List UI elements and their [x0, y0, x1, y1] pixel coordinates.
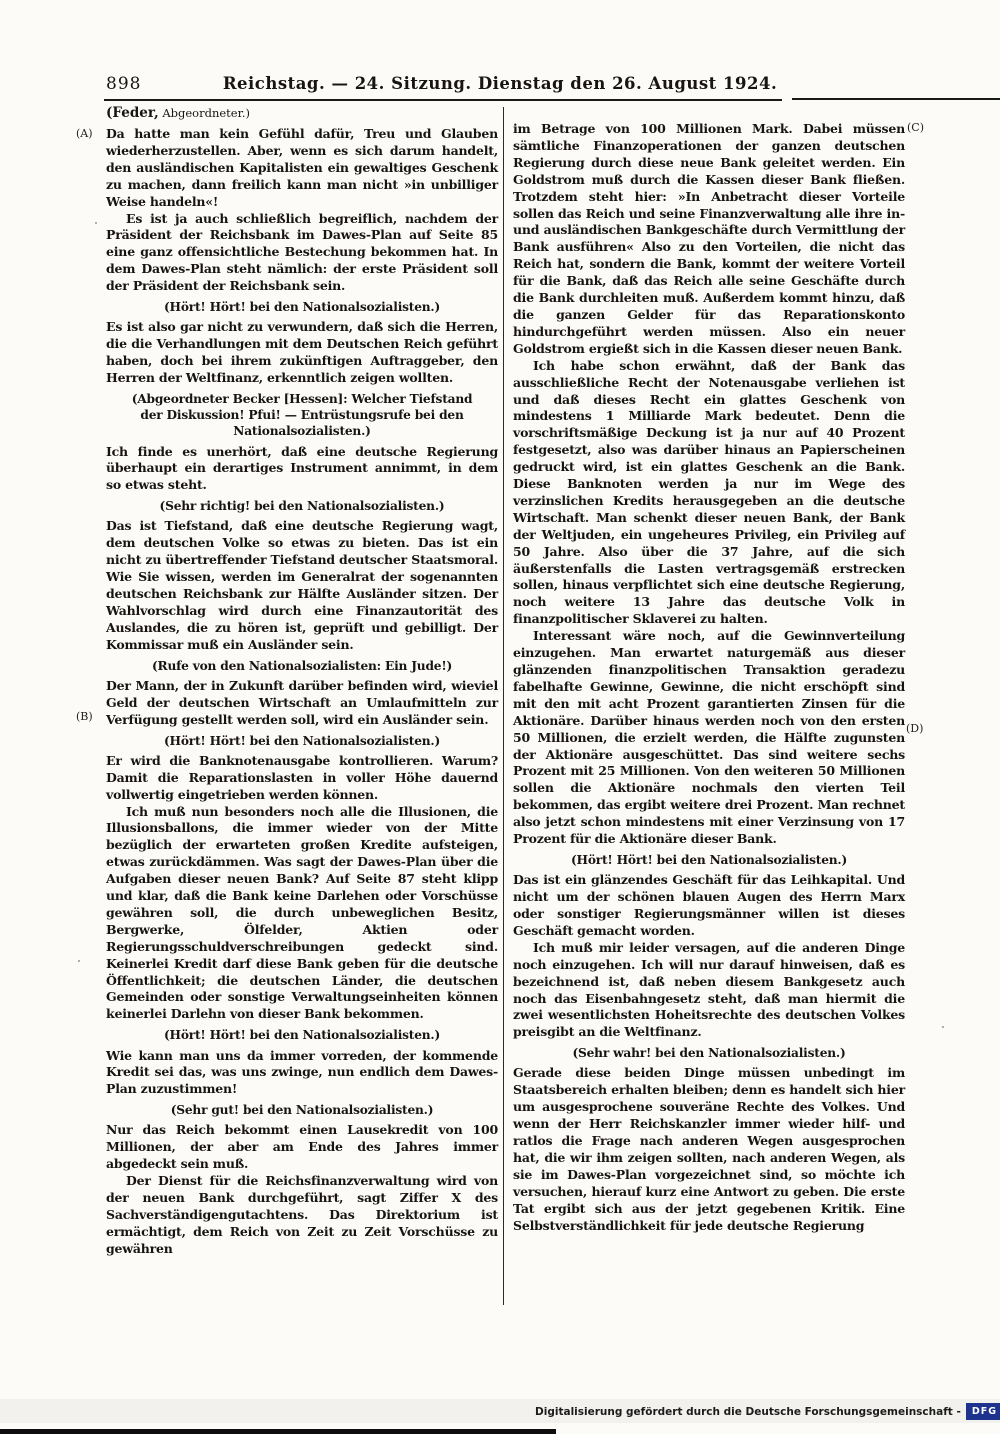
page-number: 898 — [106, 74, 142, 94]
scan-edge-artifact — [0, 1429, 556, 1434]
interjection-line: (Rufe von den Nationalsozialisten: Ein Jude!) — [151, 658, 453, 673]
column-divider — [503, 107, 504, 1305]
interjection-line: (Sehr gut! bei den Nationalsozialisten.) — [170, 1103, 434, 1118]
digitization-credit — [535, 1403, 1000, 1420]
header-rule — [104, 99, 782, 101]
interjection-line: (Hört! Hört! bei den Nationalsozialisten.) — [570, 852, 848, 867]
interjection-line: (Sehr richtig! bei den Nationalsozialisten.) — [159, 499, 445, 514]
scan-speck — [78, 960, 80, 962]
speech-paragraph: Interessant wäre noch, auf die Gewinnverteilung einzugehen. Man erwartet naturgemäß aus dieser glänzenden finanzpolitischen Transaktion geradezu fabelhafte Gewinne, Gewinne, die nicht erschöpft sind mit den mit acht Prozent garantierten Zinsen für die Aktionäre. Darüber hinaus werden noch von den ersten 50 Millionen, die erzielt werden, die Hälfte zugunsten der Aktionäre ausgeschüttet. Das sind weitere sechs Prozent mit 25 Millionen. Von den weiteren 50 Millionen sollen die Aktionäre nochmals den vierten Teil bekommen, das ergibt weitere drei Prozent. Man rechnet also jetzt schon mindestens mit einer Verzinsung von 17 Prozent für die Aktionäre dieser Bank. — [513, 628, 905, 847]
digitization-credit-text: Digitalisierung gefördert durch die Deutsche Forschungsgemeinschaft - — [535, 1405, 961, 1418]
margin-label-b: (B) — [76, 710, 93, 723]
interjection-line: (Sehr wahr! bei den Nationalsozialisten.) — [572, 1046, 846, 1061]
speech-paragraph: Der Mann, der in Zukunft darüber befinden wird, wieviel Geld der deutschen Wirtschaft an Umlaufmitteln zur Verfügung gestellt werden soll, wird ein Ausländer sein. — [106, 677, 498, 727]
interjection-line: (Hört! Hört! bei den Nationalsozialisten.) — [163, 300, 441, 315]
scan-speck — [942, 1026, 944, 1028]
speech-paragraph: Es ist ja auch schließlich begreiflich, nachdem der Präsident der Reichsbank im Dawes-Plan auf Seite 85 eine ganz offensichtliche Bestechung bekommen hat. In dem Dawes-Plan steht nämlich: der erste Präsident soll der Präsident der Reichsbank sein. — [106, 210, 498, 294]
speech-paragraph: Gerade diese beiden Dinge müssen unbedingt im Staatsbereich erhalten bleiben; denn es handelt sich hier um ausgesprochene souveräne Rechte des Volkes. Und wenn der Herr Reichskanzler immer wieder hilf- und ratlos die Frage nach anderen Wegen ausgesprochen hat, die wir ihm zeigen sollten, nach anderen Wegen, als sie im Dawes-Plan vorgezeichnet sind, so möchte ich versuchen, hierauf kurz eine Antwort zu geben. Die erste Tat ergibt sich aus der jetzt gegebenen Kritik. Eine Selbstverständlichkeit für jede deutsche Regierung — [513, 1065, 905, 1233]
speaker-name: (Feder, — [106, 105, 159, 121]
speech-paragraph: Ich muß mir leider versagen, auf die anderen Dinge noch einzugehen. Ich will nur darauf hinweisen, daß es bezeichnend ist, daß neben diesem Bankgesetz auch noch das Eisenbahngesetz steht, daß man hiermit die zwei wesentlichsten Hoheitsrechte des deutschen Volkes preisgibt an die Weltfinanz. — [513, 939, 905, 1040]
speech-paragraph: Nur das Reich bekommt einen Lausekredit von 100 Millionen, der aber am Ende des Jahres immer abgedeckt sein muß. — [106, 1122, 498, 1172]
speech-paragraph: Er wird die Banknotenausgabe kontrollieren. Warum? Damit die Reparationslasten in voller Höhe dauernd vollwertig eingetrieben werden können. — [106, 752, 498, 802]
speaker-role: Abgeordneter.) — [158, 106, 250, 120]
header-rule-segment — [792, 98, 1000, 100]
scan-speck — [95, 222, 97, 224]
margin-label-a: (A) — [76, 127, 93, 140]
speaker-line — [106, 105, 250, 121]
speech-paragraph: Der Dienst für die Reichsfinanzverwaltung wird von der neuen Bank durchgeführt, sagt Ziffer X des Sachverständigengutachtens. Das Direktorium ist ermächtigt, dem Reich von Zeit zu Zeit Vorschüsse zu gewähren — [106, 1173, 498, 1256]
speech-paragraph: Es ist also gar nicht zu verwundern, daß sich die Herren, die die Verhandlungen mit dem Deutschen Reich geführt haben, doch bei ihrem zukünftigen Auftraggeber, den Herren der Weltfinanz, erkenntlich zeigen wollten. — [106, 319, 498, 385]
text-column-left — [106, 126, 498, 1311]
margin-label-d: (D) — [906, 722, 924, 735]
interjection-line: (Hört! Hört! bei den Nationalsozialisten.) — [163, 1028, 441, 1043]
interjection-line: (Hört! Hört! bei den Nationalsozialisten.) — [163, 733, 441, 748]
speech-paragraph: Ich habe schon erwähnt, daß der Bank das ausschließliche Recht der Notenausgabe verliehen ist und daß dieses Recht ein glattes Geschenk von mindestens 1 Milliarde Mark bedeutet. Denn die vorschriftsmäßige Deckung ist ja nur auf 40 Prozent festgesetzt, also was darüber hinaus an Papierscheinen gedruckt wird, ist ein glattes Geschenk an die Bank. Diese Banknoten werden ja nur im Wege des verzinslichen Kredits herausgegeben an die deutsche Wirtschaft. Man schenkt dieser neuen Bank, der Bank der Weltjuden, ein ungeheures Privileg, ein Privileg auf 50 Jahre. Also über die 37 Jahre, auf die sich äußerstenfalls die Lasten vertragsgemäß erstrecken sollen, hinaus verpflichtet sich eine deutsche Regierung, noch weitere 13 Jahre das deutsche Volk in finanzpolitischer Sklaverei zu halten. — [513, 357, 905, 627]
interjection-line: (Abgeordneter Becker [Hessen]: Welcher Tiefstand der Diskussion! Pfui! — Entrüstungsrufe bei den Nationalsozialisten.) — [131, 391, 473, 439]
margin-label-c: (C) — [907, 121, 924, 134]
text-column-right — [513, 121, 905, 1311]
speech-paragraph: Das ist Tiefstand, daß eine deutsche Regierung wagt, dem deutschen Volke so etwas zu bieten. Das ist ein nicht zu übertreffender Tiefstand deutscher Staatsmoral. Wie Sie wissen, werden im Generalrat der sogenannten deutschen Reichsbank zur Hälfte Ausländer sitzen. Der Wahlvorschlag wird durch eine Finanzautorität des Auslandes, die zu hören ist, geprüft und gebilligt. Der Kommissar muß ein Ausländer sein. — [106, 518, 498, 652]
speech-paragraph: im Betrage von 100 Millionen Mark. Dabei müssen sämtliche Finanzoperationen der ganzen deutschen Regierung durch diese neue Bank geleitet werden. Ein Goldstrom muß durch die Kassen dieser Bank fließen. Trotzdem steht hier: »In Anbetracht dieser Vorteile sollen das Reich und seine Finanzverwaltung alle ihre in- und ausländischen Bankgeschäfte durch Vermittlung der Bank ausführen« Also zu den Vorteilen, die nicht das Reich hat, sondern die Bank, kommt der weitere Vorteil für die Bank, daß das Reich alle seine Geschäfte durch die Bank durchleiten muß. Außerdem kommt hinzu, daß die ganzen Gelder für das Reparationskonto hindurchgeführt werden müssen. Also ein neuer Goldstrom ergießt sich in die Kassen dieser neuen Bank. — [513, 121, 905, 356]
speech-paragraph: Wie kann man uns da immer vorreden, der kommende Kredit sei das, was uns zwinge, nun endlich dem Dawes-Plan zuzustimmen! — [106, 1047, 498, 1097]
speech-paragraph: Ich finde es unerhört, daß eine deutsche Regierung überhaupt ein derartiges Instrument annimmt, in dem so etwas steht. — [106, 443, 498, 493]
speech-paragraph: Da hatte man kein Gefühl dafür, Treu und Glauben wiederherzustellen. Aber, wenn es sich darum handelt, den ausländischen Kapitalisten ein gewaltiges Geschenk zu machen, dann freilich kann man nicht »in unbilliger Weise handeln«! — [106, 126, 498, 209]
speech-paragraph: Ich muß nun besonders noch alle die Illusionen, die Illusionsballons, die immer wieder von der Mitte bezüglich der erwarteten großen Kredite aufsteigen, etwas zurückdämmen. Was sagt der Dawes-Plan über die Aufgaben dieser neuen Bank? Auf Seite 87 steht klipp und klar, daß die Bank keine Darlehen oder Vorschüsse gewähren soll, die durch unbeweglichen Besitz, Bergwerke, Ölfelder, Aktien oder Regierungsschuldverschreibungen gedeckt sind. Keinerlei Kredit darf diese Bank geben für die deutsche Öffentlichkeit; die deutschen Länder, die deutschen Gemeinden oder sonstige Verwaltungseinheiten können keinerlei Darlehn von dieser Bank bekommen. — [106, 803, 498, 1022]
speech-paragraph: Das ist ein glänzendes Geschäft für das Leihkapital. Und nicht um der schönen blauen Augen des Herrn Marx oder sonstiger Regierungsmänner willen ist dieses Geschäft gemacht worden. — [513, 872, 905, 938]
dfg-logo: DFG — [966, 1403, 1000, 1420]
page-title: Reichstag. — 24. Sitzung. Dienstag den 26. August 1924. — [222, 74, 778, 93]
